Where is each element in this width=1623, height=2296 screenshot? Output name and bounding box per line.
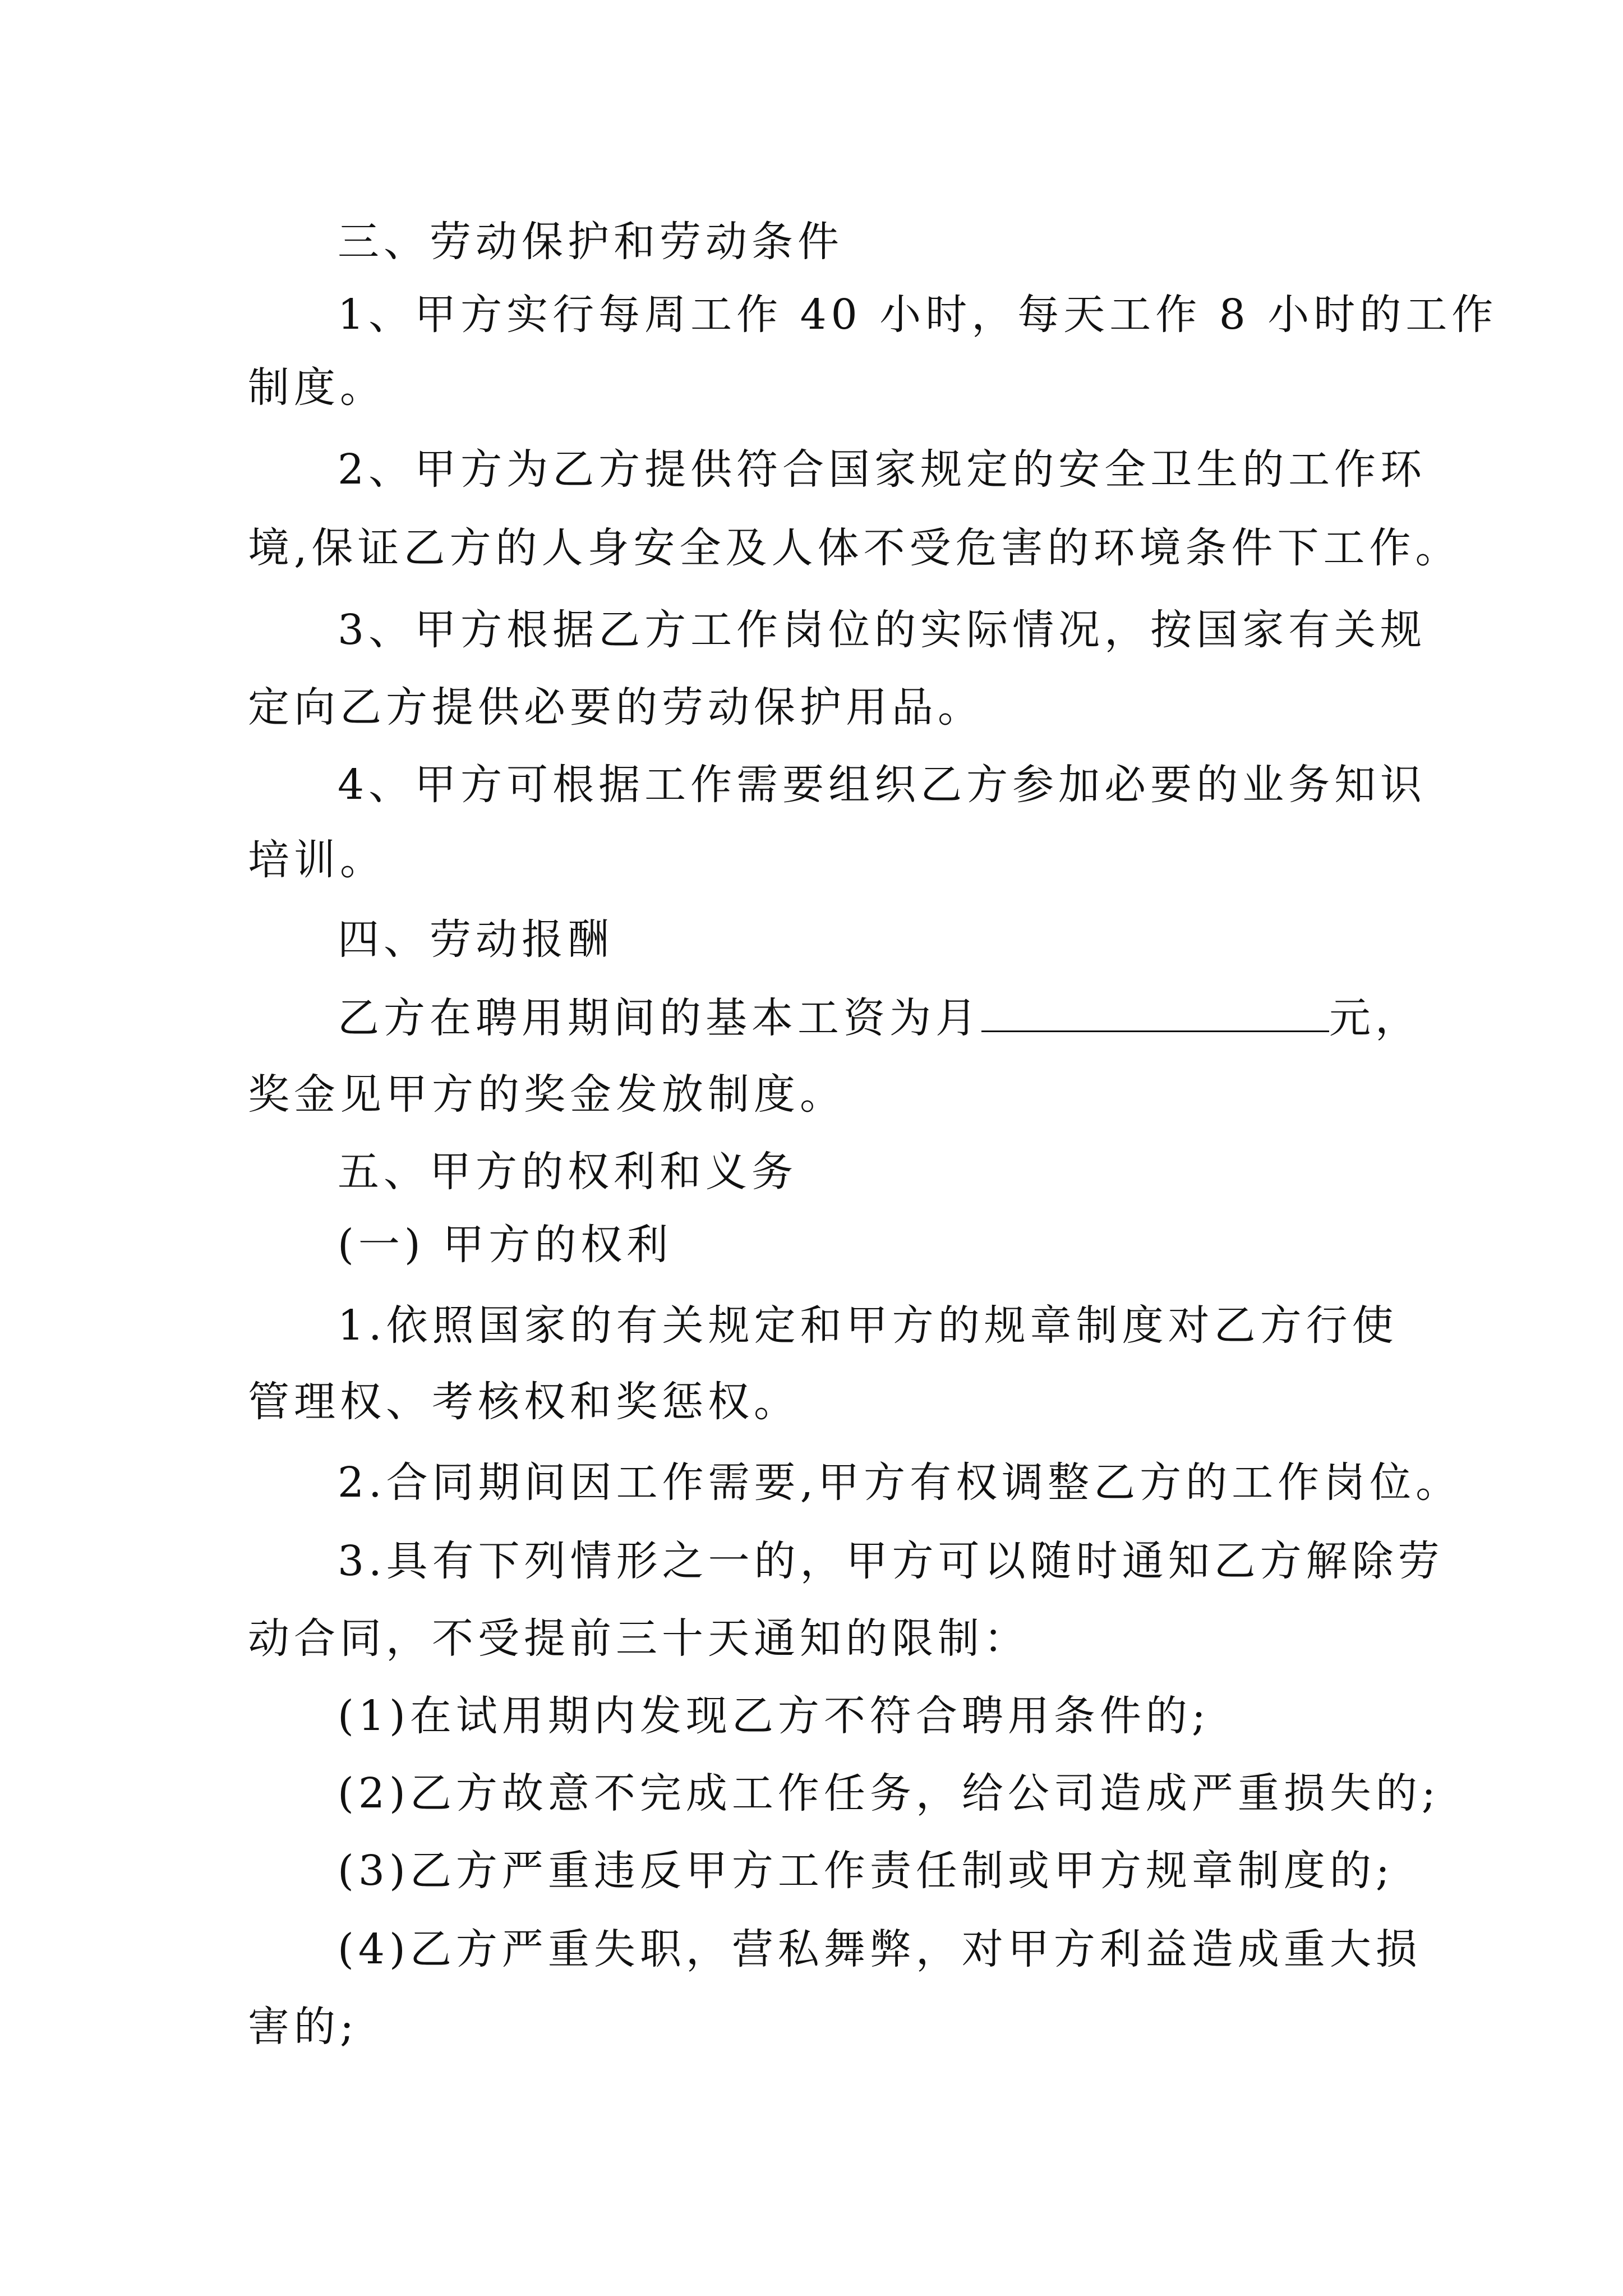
paragraph-line: 动合同，不受提前三十天通知的限制： (248, 1614, 1030, 1663)
paragraph-line: 境,保证乙方的人身安全及人体不受危害的环境条件下工作。 (248, 524, 1461, 572)
paragraph-line: 2.合同期间因工作需要,甲方有权调整乙方的工作岗位。 (338, 1458, 1462, 1507)
salary-blank-field[interactable] (981, 998, 1329, 1032)
list-item: (3)乙方严重违反甲方工作责任制或甲方规章制度的; (338, 1847, 1394, 1895)
section-heading-5: 五、甲方的权利和义务 (338, 1148, 797, 1196)
paragraph-line: 1.依照国家的有关规定和甲方的规章制度对乙方行使 (338, 1301, 1398, 1350)
section-heading-4: 四、劳动报酬 (338, 915, 614, 964)
paragraph-line: 2、甲方为乙方提供符合国家规定的安全卫生的工作环 (338, 445, 1427, 494)
paragraph-line: 1、甲方实行每周工作 40 小时，每天工作 8 小时的工作 (338, 291, 1498, 339)
paragraph-line: 制度。 (248, 364, 386, 412)
salary-text: 乙方在聘用期间的基本工资为月 (338, 994, 981, 1042)
list-item: (2)乙方故意不完成工作任务，给公司造成严重损失的; (338, 1769, 1440, 1818)
list-item-continuation: 害的; (248, 2003, 358, 2051)
subsection-heading: (一) 甲方的权利 (338, 1221, 673, 1269)
salary-line (338, 987, 1421, 1049)
list-item: (4)乙方严重失职，营私舞弊，对甲方利益造成重大损 (338, 1925, 1422, 1973)
salary-unit: 元， (1329, 994, 1421, 1042)
section-heading-3: 三、劳动保护和劳动条件 (338, 218, 843, 266)
list-item: (1)在试用期内发现乙方不符合聘用条件的; (338, 1692, 1210, 1740)
paragraph-line: 3、甲方根据乙方工作岗位的实际情况，按国家有关规 (338, 606, 1427, 654)
paragraph-line: 3.具有下列情形之一的，甲方可以随时通知乙方解除劳 (338, 1537, 1444, 1585)
paragraph-line: 4、甲方可根据工作需要组织乙方参加必要的业务知识 (338, 761, 1427, 809)
paragraph-line: 培训。 (248, 836, 386, 884)
paragraph-line: 管理权、考核权和奖惩权。 (248, 1378, 800, 1426)
paragraph-line: 定向乙方提供必要的劳动保护用品。 (248, 683, 984, 731)
paragraph-line: 奖金见甲方的奖金发放制度。 (248, 1070, 846, 1119)
